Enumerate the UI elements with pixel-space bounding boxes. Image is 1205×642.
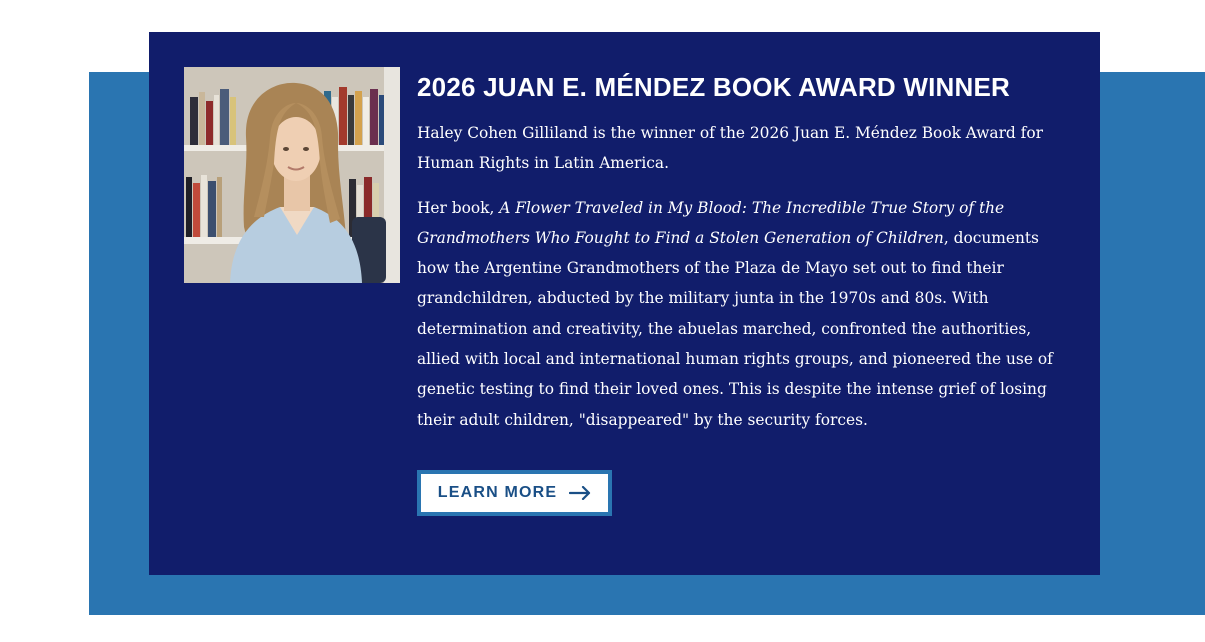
arrow-right-icon: [569, 486, 591, 500]
award-card: [149, 32, 1100, 575]
book-description: , documents how the Argentine Grandmothers of the Plaza de Mayo set out to find their grandchildren, abducted by the military junta in the 1970s and 80s. With determination and creativity, the abuelas marched, confronted the authorities, allied with local and international human rights groups, and pioneered the use of genetic testing to find their loved ones. This is despite the intense grief of losing their adult children, "disappeared" by the security forces.: [417, 228, 1053, 429]
award-intro: Haley Cohen Gilliland is the winner of the 2026 Juan E. Méndez Book Award for Human Rights in Latin America.: [417, 124, 1043, 173]
award-content: [417, 70, 1067, 435]
author-photo: [184, 67, 400, 283]
book-description-paragraph: [417, 193, 1067, 435]
award-title: 2026 JUAN E. MÉNDEZ BOOK AWARD WINNER: [417, 72, 1010, 102]
book-prefix: Her book,: [417, 198, 500, 217]
learn-more-label: LEARN MORE: [437, 484, 558, 501]
learn-more-button[interactable]: [417, 470, 612, 516]
book-title: A Flower Traveled in My Blood: The Incredible True Story of the Grandmothers Who Fought to Find a Stolen Generation of Children: [417, 198, 1005, 247]
